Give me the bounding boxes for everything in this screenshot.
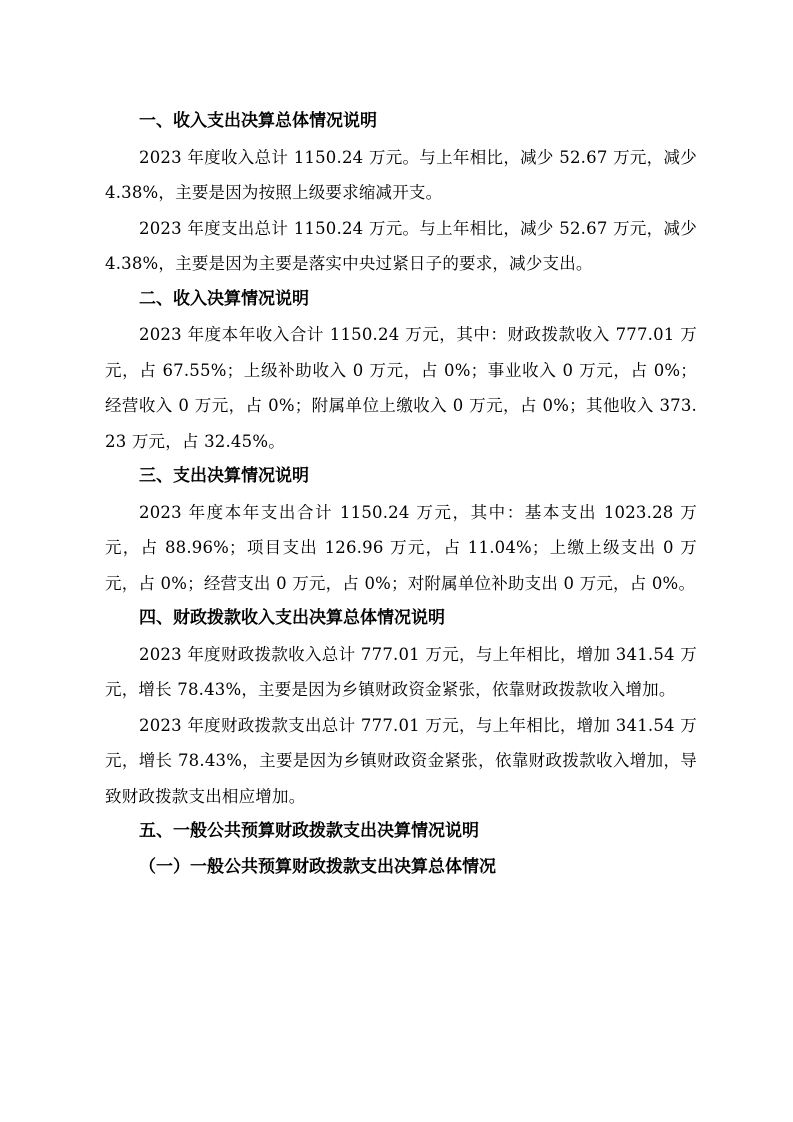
- section-heading-1: 一、收入支出决算总体情况说明: [139, 111, 377, 131]
- paragraph-expense-total: 2023 年度支出总计 1150.24 万元。与上年相比，减少 52.67 万元，减少 4.38%，主要是因为主要是落实中央过紧日子的要求，减少支出。: [105, 218, 697, 273]
- section-heading-5: 五、一般公共预算财政拨款支出决算情况说明: [139, 821, 479, 841]
- paragraph-fiscal-expense: 2023 年度财政拨款支出总计 777.01 万元，与上年相比，增加 341.54 万元，增长 78.43%，主要是因为乡镇财政资金紧张，依靠财政拨款收入增加，导致财政拨款支出相应增加。: [105, 715, 697, 806]
- subsection-heading-1: （一）一般公共预算财政拨款支出决算总体情况: [139, 856, 496, 877]
- paragraph-fiscal-income: 2023 年度财政拨款收入总计 777.01 万元，与上年相比，增加 341.54 万元，增长 78.43%，主要是因为乡镇财政资金紧张，依靠财政拨款收入增加。: [105, 644, 697, 699]
- document-body: [105, 104, 697, 885]
- section-heading-3: 三、支出决算情况说明: [139, 466, 309, 486]
- section-heading-2: 二、收入决算情况说明: [139, 288, 309, 309]
- paragraph-income-detail: 2023 年度本年收入合计 1150.24 万元，其中：财政拨款收入 777.01 万元，占 67.55%；上级补助收入 0 万元，占 0%；事业收入 0 万元，占 0%；经营收入 0 万元，占 0%；附属单位上缴收入 0 万元，占 0%；其他收入 373.23 万元，占 32.45%。: [105, 325, 697, 451]
- paragraph-expense-detail: 2023 年度本年支出合计 1150.24 万元，其中：基本支出 1023.28 万元，占 88.96%；项目支出 126.96 万元，占 11.04%；上缴上级支出 0 万元，占 0%；经营支出 0 万元，占 0%；对附属单位补助支出 0 万元，占 0%。: [105, 502, 697, 593]
- paragraph-income-total: 2023 年度收入总计 1150.24 万元。与上年相比，减少 52.67 万元，减少 4.38%，主要是因为按照上级要求缩减开支。: [105, 147, 697, 202]
- section-heading-4: 四、财政拨款收入支出决算总体情况说明: [139, 608, 445, 628]
